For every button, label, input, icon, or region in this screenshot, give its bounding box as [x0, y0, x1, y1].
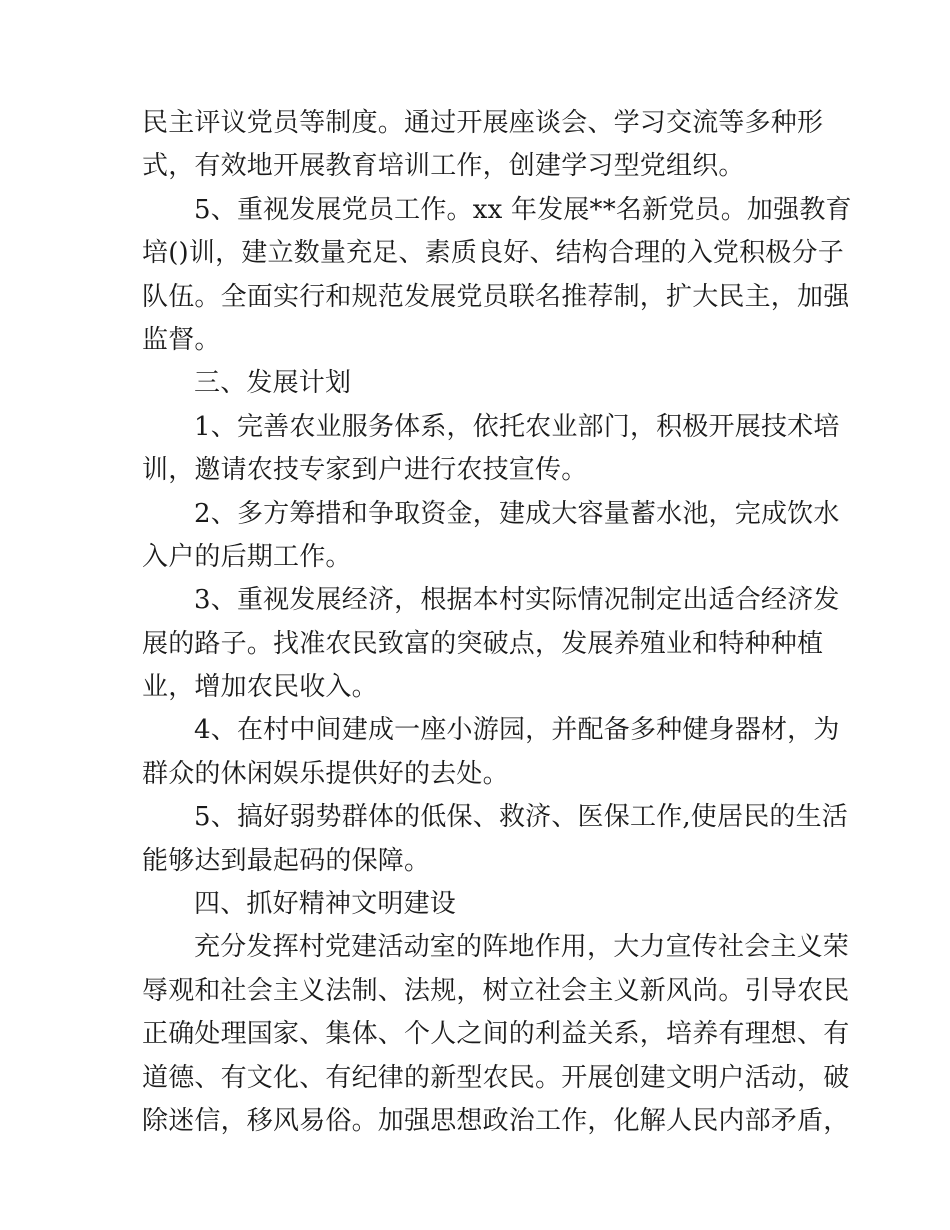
text-line: 5、重视发展党员工作。xx 年发展**名新党员。加强教育 [194, 194, 852, 225]
text-line: 入户的后期工作。 [142, 541, 352, 572]
text-line: 正确处理国家、集体、个人之间的利益关系，培养有理想、有 [142, 1019, 850, 1050]
text-line: 业，增加农民收入。 [142, 672, 378, 703]
text-line: 能够达到最起码的保障。 [142, 845, 431, 876]
text-line: 5、搞好弱势群体的低保、救济、医保工作,使居民的生活 [194, 802, 849, 833]
text-line: 道德、有文化、有纪律的新型农民。开展创建文明户活动，破 [142, 1062, 850, 1093]
section-heading: 四、抓好精神文明建设 [194, 889, 457, 920]
text-line: 队伍。全面实行和规范发展党员联名推荐制，扩大民主，加强 [142, 281, 850, 312]
text-line: 2、多方筹措和争取资金，建成大容量蓄水池，完成饮水 [194, 498, 840, 529]
text-line: 群众的休闲娱乐提供好的去处。 [142, 758, 509, 789]
text-line: 式，有效地开展教育培训工作，创建学习型党组织。 [142, 151, 745, 182]
text-line: 培()训，建立数量充足、素质良好、结构合理的入党积极分子 [142, 238, 844, 269]
text-line: 3、重视发展经济，根据本村实际情况制定出适合经济发 [194, 585, 840, 616]
text-line: 4、在村中间建成一座小游园，并配备多种健身器材，为 [194, 715, 840, 746]
text-line: 监督。 [142, 324, 221, 355]
text-line: 充分发挥村党建活动室的阵地作用，大力宣传社会主义荣 [194, 932, 850, 963]
text-line: 展的路子。找准农民致富的突破点，发展养殖业和特种种植 [142, 628, 824, 659]
section-heading: 三、发展计划 [194, 368, 352, 399]
document-body [142, 102, 852, 1143]
text-line: 民主评议党员等制度。通过开展座谈会、学习交流等多种形 [142, 108, 824, 138]
text-line: 训，邀请农技专家到户进行农技宣传。 [142, 455, 588, 486]
text-line: 辱观和社会主义法制、法规，树立社会主义新风尚。引导农民 [142, 975, 850, 1006]
text-line: 1、完善农业服务体系，依托农业部门，积极开展技术培 [194, 411, 840, 442]
text-line: 除迷信，移风易俗。加强思想政治工作，化解人民内部矛盾， [142, 1105, 850, 1136]
